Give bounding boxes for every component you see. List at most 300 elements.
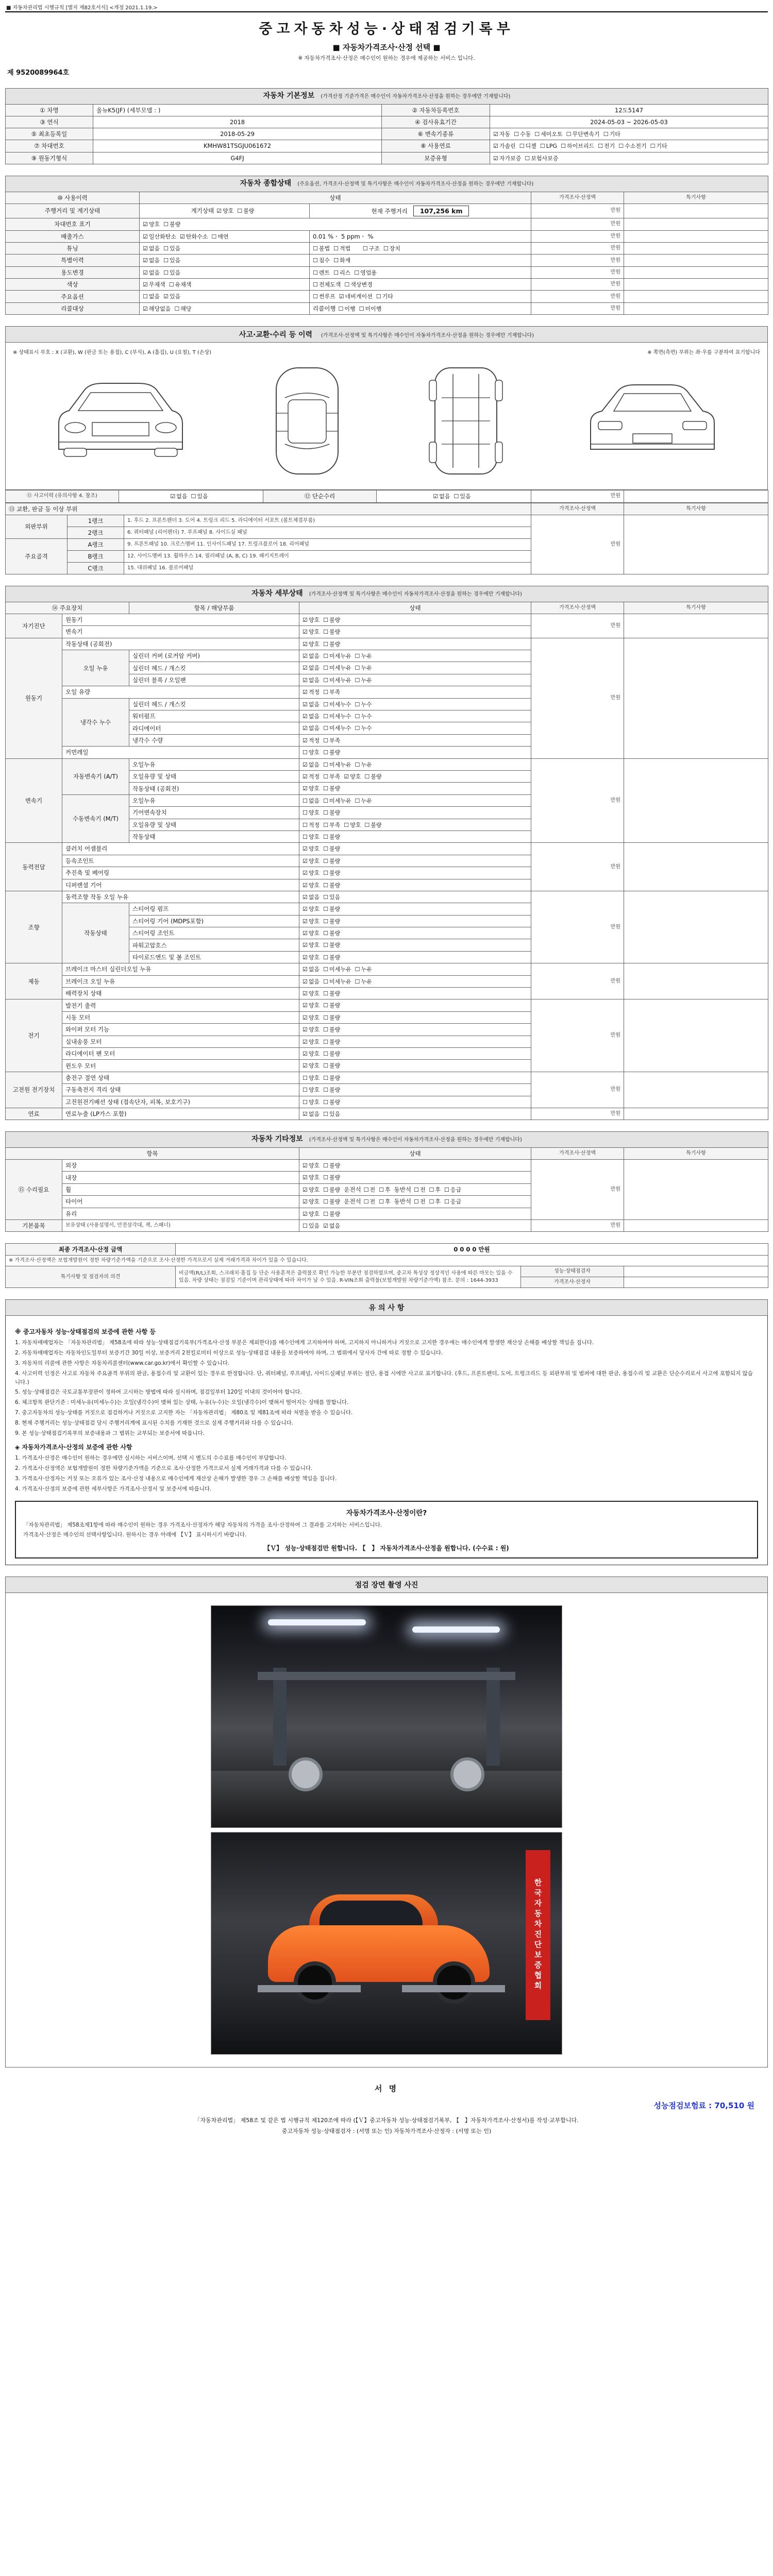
checkbox-unchecked[interactable]: ☐ 미세누유 xyxy=(323,797,351,804)
checkbox-unchecked[interactable]: ☐ 누유 xyxy=(355,761,372,768)
checkbox-unchecked[interactable]: ☐ 불량 xyxy=(323,1186,341,1193)
checkbox-unchecked[interactable]: ☐ 양호 xyxy=(303,833,320,840)
value-cell: 0.01 %ㆍ 5 ppmㆍ % xyxy=(310,230,531,242)
checkbox-unchecked[interactable]: ☐ 부족 xyxy=(323,821,341,828)
checkbox-unchecked[interactable]: ☐ 불량 xyxy=(323,1014,341,1021)
checkbox-unchecked[interactable]: ☐ 양호 xyxy=(303,749,320,756)
price-cell: 만원 xyxy=(531,255,624,266)
checkbox-unchecked[interactable]: ☐ 전 xyxy=(363,1198,376,1206)
detail-condition-section xyxy=(5,586,768,1120)
checkbox-icon: ☑ xyxy=(143,257,148,264)
checkbox-unchecked[interactable]: ☐ 양호 xyxy=(303,1074,320,1081)
checkbox-icon: ☐ xyxy=(323,689,329,696)
checkbox-checked[interactable]: ☑ 없음 xyxy=(303,978,320,985)
checkbox-unchecked[interactable]: ☐ 불량 xyxy=(323,870,341,877)
checkbox-icon: ☐ xyxy=(379,1198,384,1206)
checkbox-checked[interactable]: ☑ 없음 xyxy=(303,1110,320,1117)
final-price-table xyxy=(5,1243,768,1288)
checkbox-unchecked[interactable]: ☐ 불량 xyxy=(323,629,341,636)
inline-text: 운전석 xyxy=(344,1185,361,1193)
checkbox-icon: ☐ xyxy=(413,1186,419,1193)
checkbox-unchecked[interactable]: ☐ 미세누유 xyxy=(323,761,351,768)
checkbox-unchecked[interactable]: ☐ 세미오토 xyxy=(534,130,563,138)
checkbox-checked[interactable]: ☑ 없음 xyxy=(303,665,320,672)
checkbox-unchecked[interactable]: ☐ 침수 xyxy=(313,257,330,264)
checkbox-checked[interactable]: ☑ 양호 xyxy=(303,1014,320,1021)
value-cell xyxy=(624,515,768,574)
checkbox-unchecked[interactable]: ☐ 부족 xyxy=(323,773,341,780)
checkbox-checked[interactable]: ☑ 양호 xyxy=(303,942,320,949)
checkbox-unchecked[interactable]: ☐ 리스 xyxy=(333,269,351,276)
checkbox-unchecked[interactable]: ☐ 하이브리드 xyxy=(561,143,595,150)
checkbox-icon: ☐ xyxy=(344,821,349,828)
checkbox-checked[interactable]: ☑ 양호 xyxy=(303,990,320,997)
checkbox-unchecked[interactable]: ☐ 전체도색 xyxy=(313,281,341,289)
value-cell xyxy=(299,1196,531,1208)
checkbox-unchecked[interactable]: ☐ 렌트 xyxy=(313,269,330,276)
checkbox-icon: ☑ xyxy=(143,221,148,228)
checkbox-unchecked[interactable]: ☐ 있음 xyxy=(163,257,181,264)
checkbox-checked[interactable]: ☑ 없음 xyxy=(323,1222,341,1229)
label-cell: 특기사항 xyxy=(624,1147,768,1159)
checkbox-unchecked[interactable]: ☐ 후 xyxy=(379,1198,391,1206)
checkbox-checked[interactable]: ☑ 없음 xyxy=(143,257,160,264)
checkbox-unchecked[interactable]: ☐ 이행 xyxy=(338,305,356,312)
checkbox-unchecked[interactable]: ☐ 기타 xyxy=(603,130,620,138)
checkbox-checked[interactable]: ☑ 양호 xyxy=(303,1162,320,1169)
checkbox-checked[interactable]: ☑ 양호 xyxy=(303,629,320,636)
checkbox-checked[interactable]: ☑ 양호 xyxy=(303,785,320,792)
checkbox-icon: ☐ xyxy=(303,1098,308,1106)
value-cell xyxy=(377,490,531,502)
checkbox-unchecked[interactable]: ☐ 양호 xyxy=(303,1087,320,1094)
checkbox-unchecked[interactable]: ☐ 전 xyxy=(413,1186,426,1193)
checkbox-checked[interactable]: ☑ 해당없음 xyxy=(143,305,171,312)
checkbox-unchecked[interactable]: ☐ 불량 xyxy=(323,833,341,840)
checkbox-checked[interactable]: ☑ 양호 xyxy=(303,1026,320,1033)
comprehensive-title: 자동차 종합상태 (주요옵션, 가격조사·산정액 및 특기사항은 매수인이 자동차가격조사·산정을 원하는 경우에만 기재합니다) xyxy=(6,176,768,192)
checkbox-icon: ☐ xyxy=(191,493,196,500)
value-cell xyxy=(299,1011,531,1023)
checkbox-checked[interactable]: ☑ 양호 xyxy=(303,906,320,913)
value-cell xyxy=(624,963,768,999)
checkbox-icon: ☑ xyxy=(303,665,308,672)
etc-info-section xyxy=(5,1131,768,1232)
value-cell: 냉각수 수량 xyxy=(129,734,299,746)
value-cell xyxy=(624,255,768,266)
notice-section xyxy=(5,1299,768,1565)
checkbox-unchecked[interactable]: ☐ 불량 xyxy=(323,1002,341,1009)
notice-item: 1. 자동차매매업자는 「자동차관리법」 제58조에 따라 성능·상태점검기록부(가격조사·산정 부분은 제외한다)를 매수인에게 고지하여야 하며, 고지하지 아니하거나 거짓으로 고지한 경우에는 매수인에게 발생한 재산상 손해를 배상할 책임을 집니다. xyxy=(15,1340,594,1346)
checkbox-unchecked[interactable]: ☐ 불량 xyxy=(323,1087,341,1094)
checkbox-checked[interactable]: ☑ 탄화수소 xyxy=(180,233,208,240)
checkbox-unchecked[interactable]: ☐ 불량 xyxy=(323,640,341,648)
checkbox-icon: ☐ xyxy=(525,155,530,162)
checkbox-checked[interactable]: ☑ 양호 xyxy=(303,1062,320,1070)
price-survey-explain-box xyxy=(15,1501,758,1559)
checkbox-icon: ☐ xyxy=(323,797,329,804)
checkbox-checked[interactable]: ☑ 없음 xyxy=(303,676,320,684)
checkbox-checked[interactable]: ☑ 양호 xyxy=(303,845,320,853)
checkbox-unchecked[interactable]: ☐ 후 xyxy=(429,1198,441,1206)
value-cell xyxy=(299,819,531,831)
inspection-photo-garage xyxy=(211,1605,562,1828)
checkbox-unchecked[interactable]: ☐ 미세누유 xyxy=(323,665,351,672)
checkbox-icon: ☐ xyxy=(323,882,329,889)
checkbox-unchecked[interactable]: ☐ 무단변속기 xyxy=(566,130,600,138)
diagram-legend xyxy=(13,348,760,355)
checkbox-unchecked[interactable]: ☐ 양호 xyxy=(344,821,361,828)
value-cell xyxy=(299,770,531,782)
checkbox-unchecked[interactable]: ☐ 불량 xyxy=(323,906,341,913)
value-cell xyxy=(310,242,531,254)
basic-info-title: 자동차 기본정보 (가격산정 기준가격은 매수인이 자동차가격조사·산정을 원하는 경우에만 기재합니다) xyxy=(6,89,768,105)
checkbox-unchecked[interactable]: ☐ 해당 xyxy=(174,305,192,312)
checkbox-checked[interactable]: ☑ 없음 xyxy=(303,725,320,732)
checkbox-checked[interactable]: ☑ 양호 xyxy=(303,1186,320,1193)
value-cell xyxy=(299,1072,531,1083)
checkbox-checked[interactable]: ☑ 양호 xyxy=(303,857,320,865)
checkbox-unchecked[interactable]: ☐ 불법 xyxy=(313,245,330,252)
price-survey-option-line[interactable]: 【Ｖ】 성능·상태점검만 원합니다. 【 】 자동차가격조사·산정을 원합니다. (수수료 : 원) xyxy=(264,1545,509,1552)
checkbox-icon: ☐ xyxy=(519,143,525,150)
checkbox-unchecked[interactable]: ☐ 영업용 xyxy=(354,269,377,276)
checkbox-checked[interactable]: ☑ 없음 xyxy=(303,701,320,708)
value-cell: ※ 가격조사·산정액은 보험개발원이 정한 차량기준가액을 기준으로 조사·산정한 가격으로서 실제 거래가격과 차이가 있을 수 있습니다. xyxy=(6,1256,768,1266)
value-cell xyxy=(299,734,531,746)
inline-text: 리콜이행 xyxy=(313,304,336,312)
car-wheel xyxy=(294,1961,336,2004)
lift-post xyxy=(273,1668,287,1766)
checkbox-icon: ☐ xyxy=(444,1198,449,1206)
checkbox-unchecked[interactable]: ☐ 후 xyxy=(379,1186,391,1193)
checkbox-unchecked[interactable]: ☐ LPG xyxy=(540,143,558,150)
checkbox-unchecked[interactable]: ☐ 불량 xyxy=(237,208,255,215)
checkbox-checked[interactable]: ☑ 없음 xyxy=(303,893,320,901)
checkbox-unchecked[interactable]: ☐ 불량 xyxy=(323,616,341,623)
value-cell: 커먼레일 xyxy=(62,747,299,758)
value-cell xyxy=(299,831,531,842)
checkbox-unchecked[interactable]: ☐ 적정 xyxy=(303,821,320,828)
checkbox-icon: ☑ xyxy=(303,942,308,949)
checkbox-icon: ☐ xyxy=(323,1162,329,1169)
checkbox-checked[interactable]: ☑ 없음 xyxy=(303,761,320,768)
checkbox-unchecked[interactable]: ☐ 불량 xyxy=(323,857,341,865)
checkbox-unchecked[interactable]: ☐ 불량 xyxy=(323,942,341,949)
checkbox-checked[interactable]: ☑ 양호 xyxy=(216,208,234,215)
checkbox-checked[interactable]: ☑ 없음 xyxy=(303,713,320,720)
checkbox-icon: ☐ xyxy=(355,797,360,804)
value-cell xyxy=(624,999,768,1072)
value-cell xyxy=(624,1072,768,1108)
checkbox-unchecked[interactable]: ☐ 누유 xyxy=(355,665,372,672)
label-cell: 2랭크 xyxy=(68,527,124,538)
checkbox-unchecked[interactable]: ☐ 있음 xyxy=(453,493,471,500)
checkbox-unchecked[interactable]: ☐ 장치 xyxy=(383,245,401,252)
value-cell xyxy=(299,879,531,891)
checkbox-unchecked[interactable]: ☐ 누유 xyxy=(355,966,372,973)
checkbox-unchecked[interactable]: ☐ 미세누유 xyxy=(323,966,351,973)
label-cell: 가격조사·산정액 xyxy=(531,1147,624,1159)
value-cell: 작동상태 (공회전) xyxy=(129,783,299,794)
value-cell: 라디에이터 팬 모터 xyxy=(62,1047,299,1059)
checkbox-unchecked[interactable]: ☐ 후 xyxy=(429,1186,441,1193)
checkbox-checked[interactable]: ☑ 양호 xyxy=(303,1174,320,1181)
checkbox-icon: ☐ xyxy=(359,305,364,312)
checkbox-checked[interactable]: ☑ 양호 xyxy=(143,221,160,228)
value-cell xyxy=(299,686,531,698)
value-cell xyxy=(310,302,531,314)
value-cell: 오일유량 및 상태 xyxy=(129,770,299,782)
value-cell: 보유상태 (사용설명서, 안전삼각대, 잭, 스패너) xyxy=(62,1219,299,1231)
checkbox-unchecked[interactable]: ☐ 불량 xyxy=(323,1050,341,1057)
checkbox-icon: ☐ xyxy=(323,1050,329,1057)
checkbox-checked[interactable]: ☑ 없음 xyxy=(433,493,450,500)
checkbox-icon: ☐ xyxy=(313,269,318,276)
label-cell: 성능·상태점검자 xyxy=(521,1266,624,1277)
checkbox-icon: ☐ xyxy=(364,773,370,780)
value-cell: 올뉴K5(JF) (세부모델 : ) xyxy=(93,104,382,116)
checkbox-unchecked[interactable]: ☐ 불량 xyxy=(323,1038,341,1045)
price-survey-box-lines xyxy=(23,1521,750,1540)
checkbox-icon: ☐ xyxy=(355,701,360,708)
checkbox-checked[interactable]: ☑ 적정 xyxy=(303,773,320,780)
checkbox-icon: ☐ xyxy=(603,130,609,138)
label-cell: ⑬ 교환, 판금 등 이상 부위 xyxy=(6,503,531,515)
checkbox-icon: ☑ xyxy=(303,713,308,720)
checkbox-icon: ☐ xyxy=(355,653,360,660)
checkbox-unchecked[interactable]: ☐ 불량 xyxy=(323,785,341,792)
checkbox-icon: ☐ xyxy=(323,1002,329,1009)
checkbox-unchecked[interactable]: ☐ 누수 xyxy=(355,713,372,720)
checkbox-unchecked[interactable]: ☐ 전 xyxy=(413,1198,426,1206)
checkbox-unchecked[interactable]: ☐ 불량 xyxy=(323,845,341,853)
checkbox-icon: ☐ xyxy=(323,785,329,792)
checkbox-unchecked[interactable]: ☐ 불량 xyxy=(323,930,341,937)
label-cell: A랭크 xyxy=(68,538,124,550)
price-cell: 만원 xyxy=(531,638,624,758)
value-cell xyxy=(624,1277,768,1288)
document-number: 제 9520089964호 xyxy=(7,69,70,77)
checkbox-unchecked[interactable]: ☐ 응급 xyxy=(444,1198,462,1206)
lift-beam xyxy=(258,1672,515,1680)
checkbox-checked[interactable]: ☑ 없음 xyxy=(303,966,320,973)
value-cell xyxy=(299,867,531,879)
value-cell xyxy=(299,698,531,710)
value-cell xyxy=(299,794,531,806)
checkbox-unchecked[interactable]: ☐ 있음 xyxy=(163,245,181,252)
checkbox-unchecked[interactable]: ☐ 양호 xyxy=(303,809,320,817)
label-cell: ⑥ 변속기종류 xyxy=(382,128,490,140)
checkbox-unchecked[interactable]: ☐ 미세누수 xyxy=(323,725,351,732)
checkbox-unchecked[interactable]: ☐ 미세누수 xyxy=(323,713,351,720)
checkbox-checked[interactable]: ☑ 양호 xyxy=(303,918,320,925)
checkbox-checked[interactable]: ☑ 없음 xyxy=(143,245,160,252)
checkbox-unchecked[interactable]: ☐ 수소전기 xyxy=(618,143,647,150)
checkbox-checked[interactable]: ☑ 없음 xyxy=(170,493,188,500)
checkbox-unchecked[interactable]: ☐ 불량 xyxy=(323,1026,341,1033)
checkbox-icon: ☐ xyxy=(323,1110,329,1117)
checkbox-unchecked[interactable]: ☐ 불량 xyxy=(323,1098,341,1106)
value-cell: 기어변속장치 xyxy=(129,807,299,819)
checkbox-checked[interactable]: ☑ 양호 xyxy=(303,1210,320,1217)
checkbox-unchecked[interactable]: ☐ 화재 xyxy=(333,257,351,264)
checkbox-unchecked[interactable]: ☐ 부족 xyxy=(323,737,341,744)
checkbox-icon: ☑ xyxy=(180,233,185,240)
checkbox-checked[interactable]: ☑ 자동 xyxy=(493,130,511,138)
checkbox-checked[interactable]: ☑ 양호 xyxy=(303,1050,320,1057)
law-reference-note: ■ 자동차관리법 시행규칙 [별지 제82호서식] <개정 2021.1.19.> xyxy=(6,5,158,11)
checkbox-checked[interactable]: ☑ 양호 xyxy=(303,616,320,623)
accident-section-title xyxy=(5,326,768,343)
checkbox-unchecked[interactable]: ☐ 누유 xyxy=(355,797,372,804)
checkbox-unchecked[interactable]: ☐ 누유 xyxy=(355,676,372,684)
checkbox-checked[interactable]: ☑ 일산화탄소 xyxy=(143,233,177,240)
checkbox-icon: ☑ xyxy=(303,870,308,877)
checkbox-unchecked[interactable]: ☐ 있음 xyxy=(303,1222,320,1229)
checkbox-unchecked[interactable]: ☐ 불량 xyxy=(323,882,341,889)
notice-item: 8. 현재 주행거리는 성능·상태점검 당시 주행거리계에 표시된 수치를 기재한 것으로 실제 주행거리와 다를 수 있습니다. xyxy=(15,1419,294,1426)
checkbox-unchecked[interactable]: ☐ 불량 xyxy=(364,773,382,780)
checkbox-checked[interactable]: ☑ 적정 xyxy=(303,737,320,744)
checkbox-unchecked[interactable]: ☐ 기타 xyxy=(376,293,393,300)
label-cell: 특기사항 xyxy=(624,192,768,204)
checkbox-unchecked[interactable]: ☐ 미세누유 xyxy=(323,676,351,684)
checkbox-checked[interactable]: ☑ 양호 xyxy=(303,954,320,961)
checkbox-unchecked[interactable]: ☐ 미이행 xyxy=(359,305,382,312)
checkbox-unchecked[interactable]: ☐ 누수 xyxy=(355,725,372,732)
checkbox-checked[interactable]: ☑ 양호 xyxy=(303,640,320,648)
checkbox-unchecked[interactable]: ☐ 불량 xyxy=(323,954,341,961)
value-cell: 추진축 및 베어링 xyxy=(62,867,299,879)
checkbox-unchecked[interactable]: ☐ 기타 xyxy=(650,143,667,150)
checkbox-checked[interactable]: ☑ 양호 xyxy=(303,1002,320,1009)
checkbox-unchecked[interactable]: ☐ 유채색 xyxy=(169,281,192,289)
value-cell xyxy=(140,291,310,302)
value-cell xyxy=(299,951,531,963)
wheel-aligner xyxy=(289,1757,323,1791)
value-cell xyxy=(299,1024,531,1036)
label-cell: 차대번호 표기 xyxy=(6,218,140,230)
car-diagram-top xyxy=(256,360,358,482)
checkbox-icon: ☐ xyxy=(143,293,148,300)
checkbox-checked[interactable]: ☑ 무채색 xyxy=(143,281,165,289)
checkbox-unchecked[interactable]: ☐ 있음 xyxy=(191,493,208,500)
checkbox-checked[interactable]: ☑ 양호 xyxy=(303,1198,320,1206)
checkbox-icon: ☐ xyxy=(163,245,169,252)
checkbox-checked[interactable]: ☑ 양호 xyxy=(303,882,320,889)
checkbox-unchecked[interactable]: ☐ 불량 xyxy=(323,809,341,817)
checkbox-unchecked[interactable]: ☐ 수동 xyxy=(514,130,531,138)
checkbox-unchecked[interactable]: ☐ 전기 xyxy=(598,143,615,150)
checkbox-icon: ☑ xyxy=(303,1186,308,1193)
checkbox-unchecked[interactable]: ☐ 있음 xyxy=(323,893,341,901)
notice-box xyxy=(5,1316,768,1565)
checkbox-icon: ☐ xyxy=(355,725,360,732)
checkbox-checked[interactable]: ☑ 양호 xyxy=(303,870,320,877)
checkbox-icon: ☑ xyxy=(303,1174,308,1181)
checkbox-icon: ☐ xyxy=(323,906,329,913)
checkbox-unchecked[interactable]: ☐ 불량 xyxy=(323,1174,341,1181)
value-cell: 윈도우 모터 xyxy=(62,1060,299,1072)
label-cell: 연료 xyxy=(6,1108,62,1120)
checkbox-unchecked[interactable]: ☐ 썬루프 xyxy=(313,293,335,300)
checkbox-icon: ☐ xyxy=(333,245,339,252)
signer-line[interactable]: 중고자동차 성능·상태점검자 : (서명 또는 인) 자동차가격조사·산정자 : (서명 또는 인) xyxy=(281,2128,492,2135)
checkbox-checked[interactable]: ☑ 가솔린 xyxy=(493,143,516,150)
checkbox-unchecked[interactable]: ☐ 적법 xyxy=(333,245,351,252)
checkbox-icon: ☐ xyxy=(323,1174,329,1181)
checkbox-unchecked[interactable]: ☐ 누유 xyxy=(355,978,372,985)
checkbox-unchecked[interactable]: ☐ 불량 xyxy=(323,1198,341,1206)
car-diagrams xyxy=(13,360,760,482)
value-cell xyxy=(299,662,531,674)
checkbox-icon: ☑ xyxy=(303,857,308,865)
checkbox-unchecked[interactable]: ☐ 있음 xyxy=(163,269,181,276)
accident-summary-table xyxy=(5,490,768,502)
value-cell xyxy=(299,1084,531,1096)
checkbox-unchecked[interactable]: ☐ 양호 xyxy=(303,1098,320,1106)
checkbox-unchecked[interactable]: ☐ 없음 xyxy=(143,293,160,300)
checkbox-unchecked[interactable]: ☐ 불량 xyxy=(323,1210,341,1217)
checkbox-unchecked[interactable]: ☐ 불량 xyxy=(323,749,341,756)
checkbox-unchecked[interactable]: ☐ 매연 xyxy=(211,233,229,240)
checkbox-checked[interactable]: ☑ 있음 xyxy=(163,293,181,300)
accident-history-section xyxy=(5,326,768,574)
value-cell xyxy=(299,975,531,987)
label-cell: 가격조사·산정액 xyxy=(531,192,624,204)
checkbox-unchecked[interactable]: ☐ 있음 xyxy=(323,1110,341,1117)
checkbox-unchecked[interactable]: ☐ 불량 xyxy=(364,821,382,828)
checkbox-checked[interactable]: ☑ 양호 xyxy=(303,1038,320,1045)
checkbox-unchecked[interactable]: ☐ 부족 xyxy=(323,689,341,696)
checkbox-unchecked[interactable]: ☐ 불량 xyxy=(323,990,341,997)
checkbox-unchecked[interactable]: ☐ 불량 xyxy=(323,918,341,925)
checkbox-unchecked[interactable]: ☐ 미세누수 xyxy=(323,701,351,708)
value-cell xyxy=(299,747,531,758)
etc-title: 자동차 기타정보 (가격조사·산정액 및 특기사항은 매수인이 자동차가격조사·산정을 원하는 경우에만 기재합니다) xyxy=(6,1132,768,1148)
checkbox-unchecked[interactable]: ☐ 응급 xyxy=(444,1186,462,1193)
checkbox-icon: ☑ xyxy=(303,1210,308,1217)
checkbox-unchecked[interactable]: ☐ 없음 xyxy=(303,797,320,804)
checkbox-unchecked[interactable]: ☐ 구조 xyxy=(362,245,380,252)
checkbox-checked[interactable]: ☑ 네비게이션 xyxy=(339,293,373,300)
checkbox-icon: ☑ xyxy=(493,130,498,138)
checkbox-unchecked[interactable]: ☐ 누수 xyxy=(355,701,372,708)
checkbox-unchecked[interactable]: ☐ 미세누유 xyxy=(323,653,351,660)
checkbox-unchecked[interactable]: ☐ 미세누유 xyxy=(323,978,351,985)
checkbox-checked[interactable]: ☑ 양호 xyxy=(344,773,361,780)
checkbox-unchecked[interactable]: ☐ 불량 xyxy=(323,1062,341,1070)
label-cell: 고전원 전기장치 xyxy=(6,1072,62,1108)
checkbox-checked[interactable]: ☑ 적정 xyxy=(303,689,320,696)
value-cell: 클러치 어셈블리 xyxy=(62,843,299,855)
checkbox-checked[interactable]: ☑ 자가보증 xyxy=(493,155,522,162)
checkbox-unchecked[interactable]: ☐ 전 xyxy=(363,1186,376,1193)
checkbox-unchecked[interactable]: ☐ 누유 xyxy=(355,653,372,660)
checkbox-unchecked[interactable]: ☐ 불량 xyxy=(323,1074,341,1081)
checkbox-unchecked[interactable]: ☐ 불량 xyxy=(163,221,181,228)
checkbox-checked[interactable]: ☑ 없음 xyxy=(143,269,160,276)
checkbox-unchecked[interactable]: ☐ 디젤 xyxy=(519,143,536,150)
price-cell: 만원 xyxy=(531,490,624,502)
checkbox-unchecked[interactable]: ☐ 보험사보증 xyxy=(525,155,559,162)
checkbox-unchecked[interactable]: ☐ 색상변경 xyxy=(344,281,373,289)
checkbox-checked[interactable]: ☑ 없음 xyxy=(303,653,320,660)
checkbox-unchecked[interactable]: ☐ 불량 xyxy=(323,1162,341,1169)
checkbox-checked[interactable]: ☑ 양호 xyxy=(303,930,320,937)
checkbox-icon: ☐ xyxy=(303,797,308,804)
